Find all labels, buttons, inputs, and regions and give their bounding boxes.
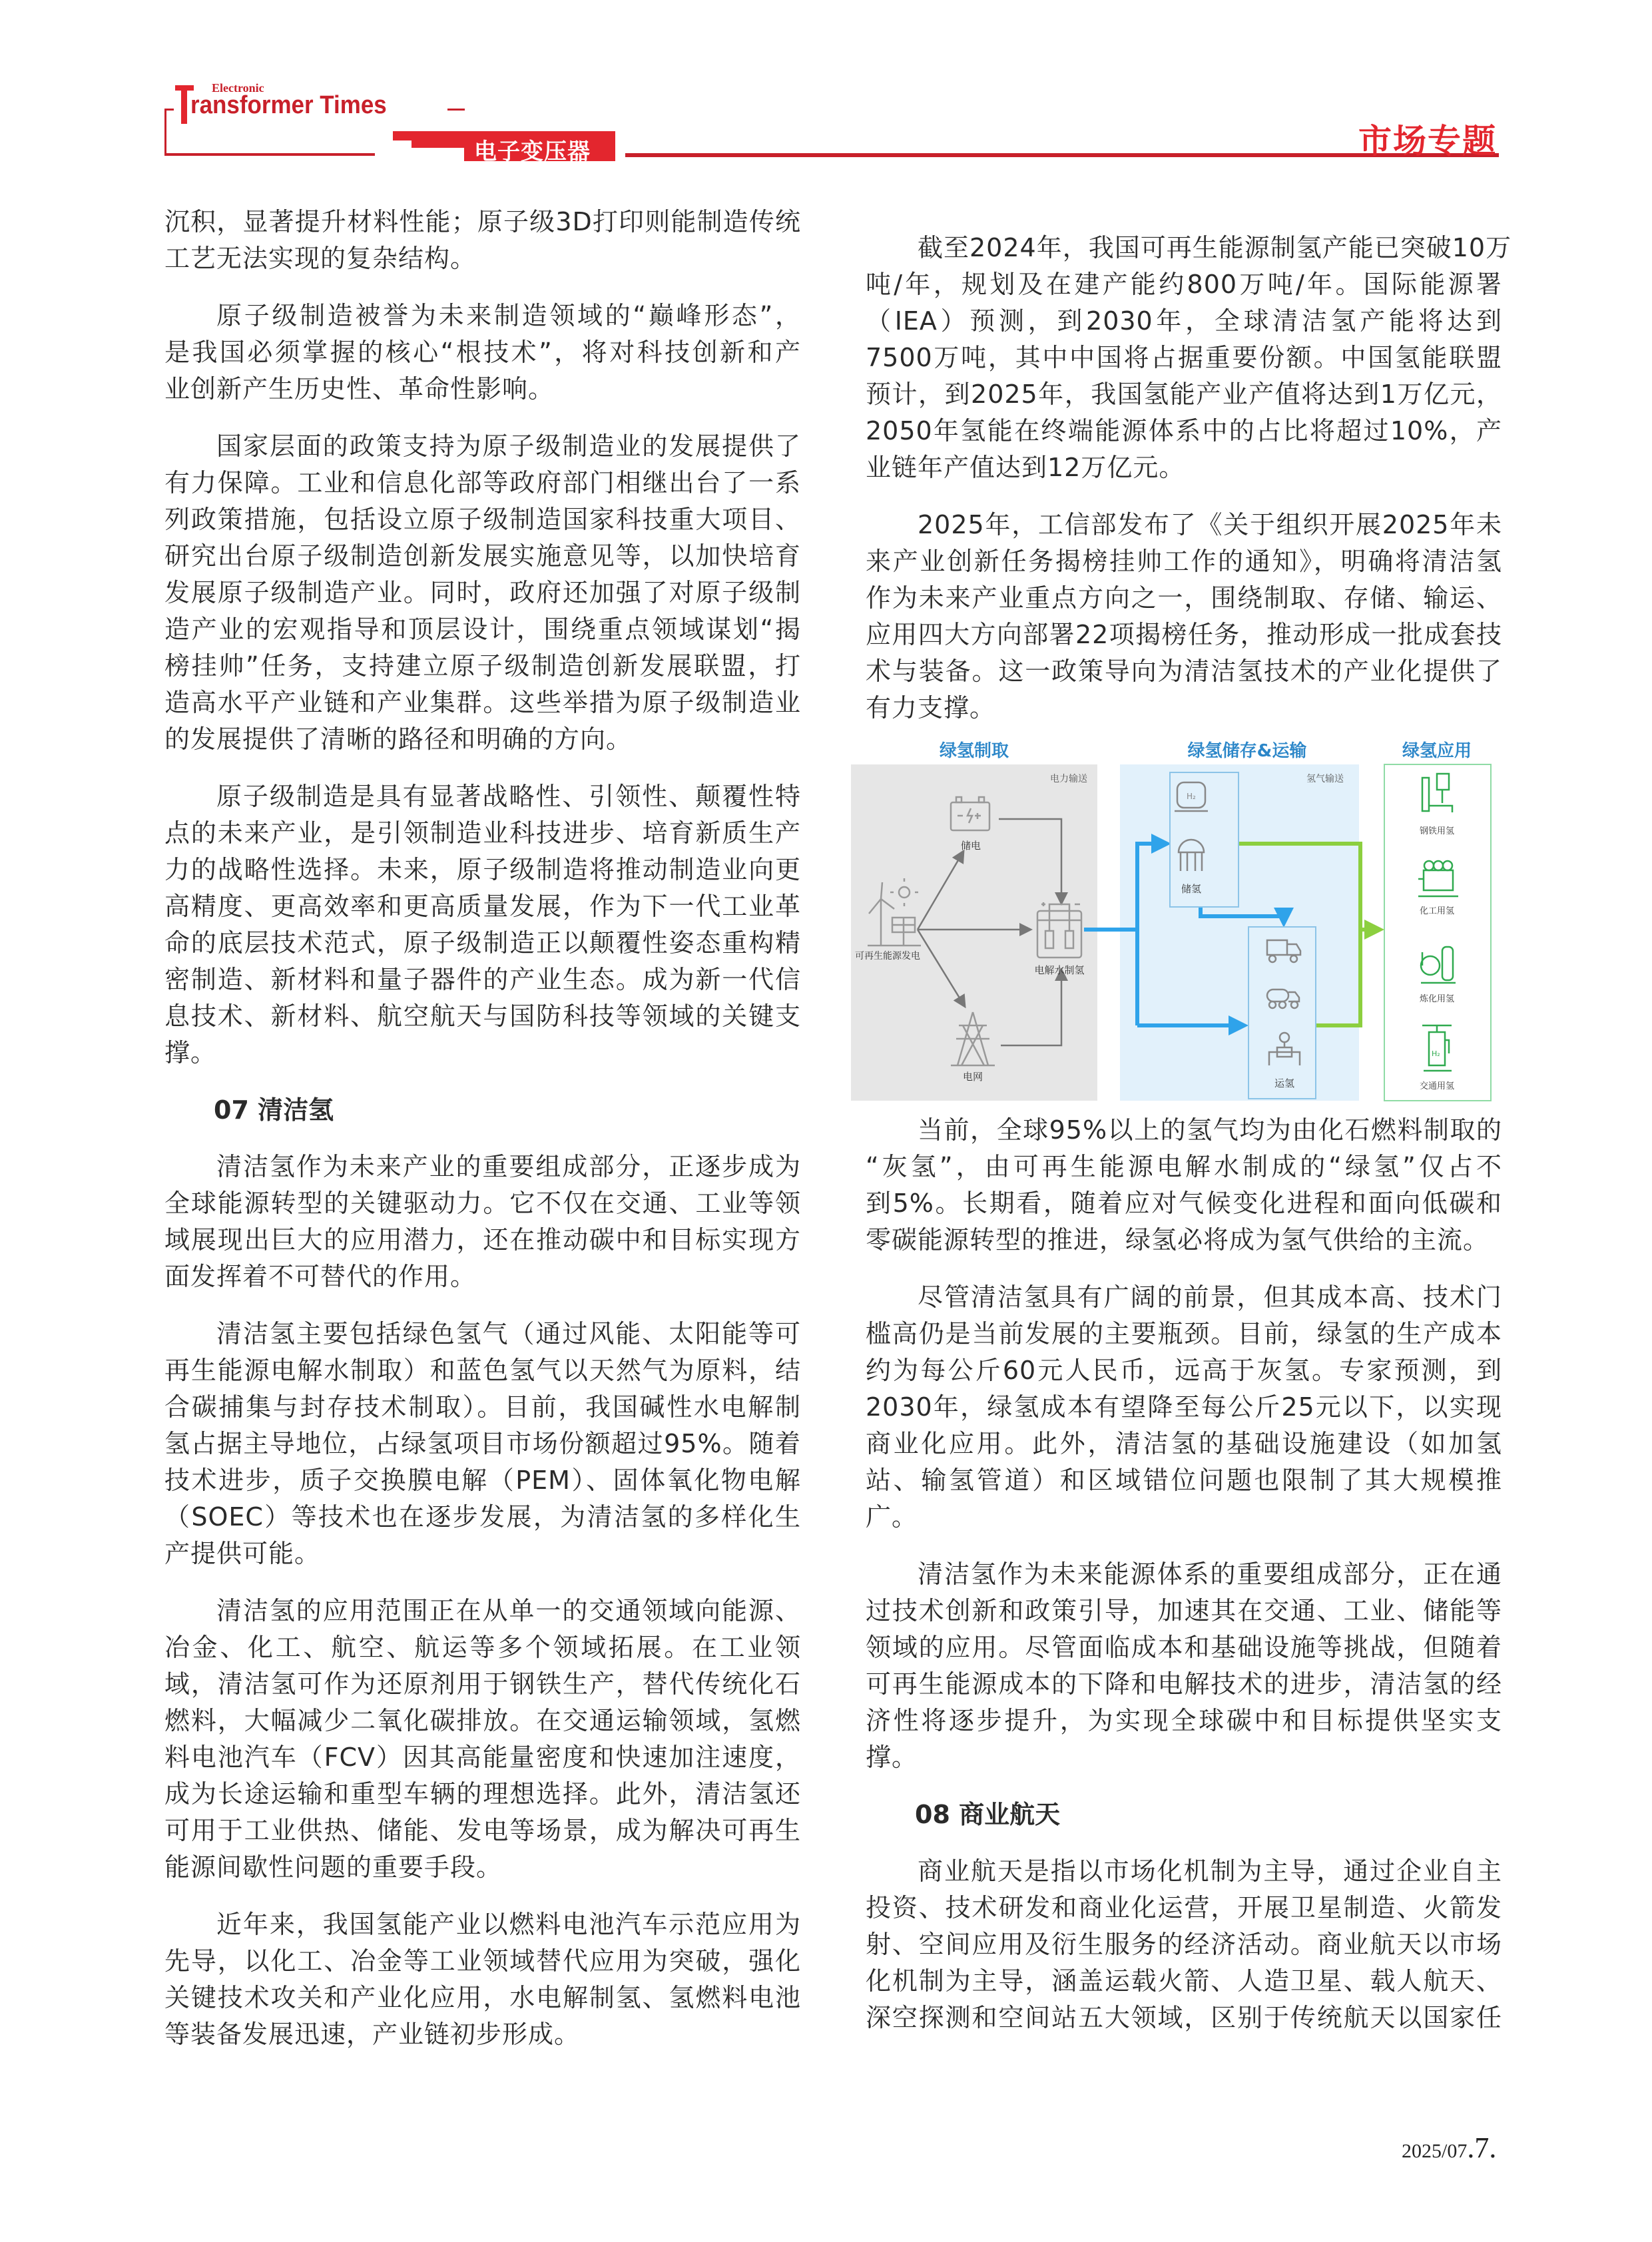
text-line: 燃料，大幅减少二氧化碳排放。在交通运输领域，氢燃	[164, 1706, 801, 1735]
electrolysis-label: 电解水制氢	[1034, 964, 1085, 976]
text-line: 站、输氢管道）和区域错位问题也限制了其大规模推	[866, 1466, 1502, 1495]
paragraph	[866, 507, 1502, 726]
page-footer	[1402, 2131, 1496, 2165]
text-line: 产提供可能。	[164, 1539, 321, 1568]
application-label-chemical: 化工用氢	[1419, 906, 1455, 916]
text-line: 2030年，绿氢成本有望降至每公斤25元以下，以实现	[866, 1392, 1502, 1422]
text-line: 息技术、新材料、航空航天与国防科技等领域的关键支	[164, 1001, 801, 1031]
text-line: 清洁氢作为未来产业的重要组成部分，正逐步成为	[216, 1152, 801, 1181]
text-line: 高精度、更高效率和更高质量发展，作为下一代工业革	[164, 892, 801, 921]
storage-transport-panel	[1120, 764, 1359, 1101]
logo-initial-stem	[181, 85, 187, 124]
paragraph	[164, 778, 801, 1071]
text-line: 的发展提供了清晰的路径和明确的方向。	[164, 724, 633, 754]
text-line: 造高水平产业链和产业集群。这些举措为原子级制造业	[164, 688, 801, 717]
masthead-rule	[447, 109, 465, 111]
issue-date: 2025/07	[1402, 2140, 1468, 2162]
paragraph	[164, 298, 801, 408]
paragraph	[866, 1112, 1502, 1259]
section-heading: 08 商业航天	[915, 1800, 1061, 1829]
text-line: 作为未来产业重点方向之一，围绕制取、存储、输运、	[866, 583, 1502, 613]
page-number: .7.	[1467, 2131, 1497, 2164]
application-label-transport: 交通用氢	[1419, 1081, 1455, 1091]
text-line: 沉积，显著提升材料性能；原子级3D打印则能制造传统	[164, 207, 801, 236]
text-line: 撑。	[866, 1743, 918, 1772]
text-line: （IEA）预测，到2030年，全球清洁氢产能将达到	[866, 306, 1502, 336]
text-line: 列政策措施，包括设立原子级制造国家科技重大项目、	[164, 505, 801, 534]
text-line: 是我国必须掌握的核心“根技术”，将对科技创新和产	[164, 338, 801, 367]
text-line: 料电池汽车（FCV）因其高能量密度和快速加注速度，	[164, 1743, 801, 1772]
text-line: 有力支撑。	[866, 693, 996, 722]
paragraph	[866, 1556, 1502, 1776]
paragraph	[164, 1149, 801, 1295]
masthead-rule	[164, 153, 375, 156]
text-line: 广。	[866, 1502, 918, 1532]
paragraph	[866, 1853, 1502, 2036]
text-line: 关键技术攻关和产业化应用，水电解制氢、氢燃料电池	[164, 1983, 801, 2012]
grid-label: 电网	[962, 1071, 983, 1083]
transport-label: 运氢	[1274, 1077, 1295, 1089]
text-line: 面发挥着不可替代的作用。	[164, 1262, 477, 1291]
paragraph	[164, 428, 801, 758]
production-panel	[851, 764, 1097, 1101]
text-line: 深空探测和空间站五大领域，区别于传统航天以国家任	[866, 2003, 1502, 2032]
paragraph	[164, 1593, 801, 1886]
text-line: 预计，到2025年，我国氢能产业产值将达到1万亿元，	[866, 380, 1502, 409]
transport-box	[1248, 927, 1316, 1099]
logo-title: ransformer Times	[190, 91, 387, 119]
text-line: 点的未来产业，是引领制造业科技进步、培育新质生产	[164, 818, 801, 848]
brand-name: 电子变压器	[474, 139, 591, 165]
text-line: 化机制为主导，涵盖运载火箭、人造卫星、载人航天、	[866, 1966, 1502, 1996]
text-line: 清洁氢主要包括绿色氢气（通过风能、太阳能等可	[216, 1319, 801, 1348]
text-line: 力的战略性选择。未来，原子级制造将推动制造业向更	[164, 855, 801, 884]
text-line: 过技术创新和政策引导，加速其在交通、工业、储能等	[866, 1596, 1502, 1625]
text-line: （SOEC）等技术也在逐步发展，为清洁氢的多样化生	[164, 1502, 801, 1532]
text-line: 撑。	[164, 1038, 217, 1067]
text-line: 发展原子级制造产业。同时，政府还加强了对原子级制	[164, 578, 801, 607]
paragraph	[866, 1279, 1502, 1536]
text-line: 研究出台原子级制造创新发展实施意见等，以加快培育	[164, 541, 801, 571]
logo-electronic: Electronic	[212, 81, 264, 95]
application-label-steel: 钢铁用氢	[1419, 826, 1455, 836]
text-line: 域展现出巨大的应用潜力，还在推动碳中和目标实现方	[164, 1225, 801, 1255]
text-line: 业链年产值达到12万亿元。	[866, 453, 1185, 482]
hydrogen-chain-diagram	[851, 732, 1495, 1102]
text-line: 领域的应用。尽管面临成本和基础设施等挑战，但随着	[866, 1633, 1502, 1662]
paragraph	[164, 1906, 801, 2053]
text-line: 密制造、新材料和量子器件的产业生态。成为新一代信	[164, 965, 801, 994]
section-title-application: 绿氢应用	[1402, 741, 1472, 761]
station-h2-label: H₂	[1432, 1049, 1440, 1058]
text-line: 榜挂帅”任务，支持建立原子级制造创新发展联盟，打	[164, 651, 801, 681]
text-line: 造产业的宏观指导和顶层设计，围绕重点领域谋划“揭	[164, 615, 801, 644]
text-line: 济性将逐步提升，为实现全球碳中和目标提供坚实支	[866, 1706, 1502, 1735]
paragraph	[164, 204, 801, 277]
renewable-power-label: 可再生能源发电	[855, 951, 920, 962]
text-line: 尽管清洁氢具有广阔的前景，但其成本高、技术门	[918, 1282, 1502, 1312]
hydrogen-transmission-label: 氢气输送	[1306, 774, 1344, 784]
text-line: 能源间歇性问题的重要手段。	[164, 1852, 503, 1882]
battery-storage-label: 储电	[960, 840, 981, 852]
right-column-bottom	[866, 1112, 1502, 2057]
text-line: 原子级制造是具有显著战略性、引领性、颠覆性特	[216, 782, 801, 811]
text-line: 槛高仍是当前发展的主要瓶颈。目前，绿氢的生产成本	[866, 1319, 1502, 1348]
text-line: 等装备发展迅速，产业链初步形成。	[164, 2020, 581, 2049]
text-line: 业创新产生历史性、革命性影响。	[164, 374, 555, 404]
text-line: 冶金、化工、航空、航运等多个领域拓展。在工业领	[164, 1633, 801, 1662]
section-heading: 07 清洁氢	[214, 1095, 334, 1125]
text-line: 2025年，工信部发布了《关于组织开展2025年未	[918, 510, 1502, 539]
text-line: 当前，全球95%以上的氢气均为由化石燃料制取的	[918, 1115, 1502, 1145]
section-title: 市场专题	[1358, 122, 1497, 160]
power-transmission-label: 电力输送	[1050, 774, 1087, 784]
text-line: 工艺无法实现的复杂结构。	[164, 244, 477, 273]
paragraph	[164, 1316, 801, 1572]
storage-label: 储氢	[1181, 883, 1202, 895]
text-line: 全球能源转型的关键驱动力。它不仅在交通、工业等领	[164, 1189, 801, 1218]
paragraph	[866, 230, 1512, 486]
text-line: 近年来，我国氢能产业以燃料电池汽车示范应用为	[216, 1910, 801, 1939]
text-line: 商业化应用。此外，清洁氢的基础设施建设（如加氢	[866, 1429, 1502, 1458]
text-line: 原子级制造被誉为未来制造领域的“巅峰形态”，	[216, 301, 801, 330]
tank-h2-label: H₂	[1187, 792, 1196, 801]
text-line: 命的底层技术范式，原子级制造正以颠覆性姿态重构精	[164, 928, 801, 958]
left-column	[164, 204, 801, 2074]
text-line: 2050年氢能在终端能源体系中的占比将超过10%，产	[866, 416, 1502, 445]
text-line: 清洁氢的应用范围正在从单一的交通领域向能源、	[216, 1596, 801, 1625]
text-line: 零碳能源转型的推进，绿氢必将成为氢气供给的主流。	[866, 1225, 1490, 1255]
text-line: 合碳捕集与封存技术制取）。目前，我国碱性水电解制	[164, 1392, 801, 1422]
text-line: 到5%。长期看，随着应对气候变化进程和面向低碳和	[866, 1189, 1502, 1218]
text-line: 商业航天是指以市场化机制为主导，通过企业自主	[918, 1856, 1502, 1886]
right-column-top	[866, 230, 1512, 747]
text-line: 域，清洁氢可作为还原剂用于钢铁生产，替代传统化石	[164, 1669, 801, 1699]
text-line: 应用四大方向部署22项揭榜任务，推动形成一批成套技	[866, 620, 1502, 649]
storage-box	[1170, 772, 1239, 907]
text-line: 再生能源电解水制取）和蓝色氢气以天然气为原料，结	[164, 1356, 801, 1385]
text-line: 氢占据主导地位，占绿氢项目市场份额超过95%。随着	[164, 1429, 801, 1458]
text-line: 术与装备。这一政策导向为清洁氢技术的产业化提供了	[866, 657, 1502, 686]
text-line: 技术进步，质子交换膜电解（PEM）、固体氧化物电解	[164, 1466, 801, 1495]
text-line: 清洁氢作为未来能源体系的重要组成部分，正在通	[918, 1559, 1502, 1589]
text-line: 先导，以化工、冶金等工业领域替代应用为突破，强化	[164, 1946, 801, 1976]
text-line: 成为长途运输和重型车辆的理想选择。此外，清洁氢还	[164, 1779, 801, 1809]
text-line: 7500万吨，其中中国将占据重要份额。中国氢能联盟	[866, 343, 1502, 372]
text-line: “灰氢”，由可再生能源电解水制成的“绿氢”仅占不	[866, 1152, 1502, 1181]
text-line: 截至2024年，我国可再生能源制氢产能已突破10万	[918, 233, 1512, 262]
text-line: 投资、技术研发和商业化运营，开展卫星制造、火箭发	[866, 1893, 1502, 1922]
text-line: 可用于工业供热、储能、发电等场景，成为解决可再生	[164, 1816, 801, 1845]
application-label-refinery: 炼化用氢	[1419, 994, 1455, 1004]
section-title-storage: 绿氢储存&运输	[1187, 741, 1307, 761]
text-line: 射、空间应用及衍生服务的经济活动。商业航天以市场	[866, 1930, 1502, 1959]
text-line: 来产业创新任务揭榜挂帅工作的通知》，明确将清洁氢	[866, 547, 1502, 576]
text-line: 可再生能源成本的下降和电解技术的进步，清洁氢的经	[866, 1669, 1502, 1699]
text-line: 约为每公斤60元人民币，远高于灰氢。专家预测，到	[866, 1356, 1502, 1385]
section-title-production: 绿氢制取	[939, 741, 1009, 761]
text-line: 有力保障。工业和信息化部等政府部门相继出台了一系	[164, 468, 801, 497]
masthead-rule	[164, 111, 166, 156]
text-line: 国家层面的政策支持为原子级制造业的发展提供了	[216, 431, 801, 461]
text-line: 吨/年，规划及在建产能约800万吨/年。国际能源署	[866, 270, 1502, 299]
